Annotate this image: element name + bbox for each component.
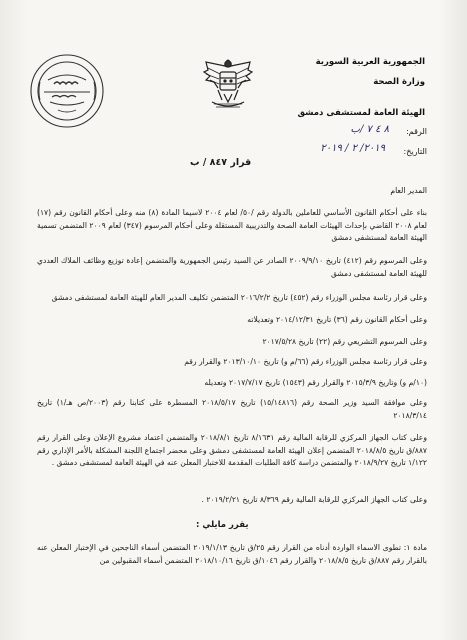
paragraph-2: وعلى المرسوم رقم (٤١٢) تاريخ ٢٠٠٩/٩/١٠ الصادر عن السيد رئيس الجمهورية والمتضمن إعادة توزيع وظائف الملاك العددي للهيئة العامة لمستشفى دمشق [37, 256, 427, 278]
decides-heading: يقرر مايلي : [196, 520, 249, 530]
article-1: مادة ١: تطوى الاسماء الواردة أدناه من القرار رقم ٢٥/ق تاريخ ٢٠١٩/١/١٣ المتضمن أسماء الناجحين في الإختبار المعلن عنه بالقرار رقم ٨٨٧/ق تاريخ ٢٠١٨/٨/٥ والقرار رقم ١٠٤٦/ق تاريخ ٢٠١٨/١٠/١٦ المتضمن أسماء المقبولين من [37, 543, 428, 565]
number-value: ٨ ٤ ٧ /ب [350, 124, 389, 135]
decree-title: قرار ٨٤٧ / ب [190, 157, 252, 168]
header-ministry: وزارة الصحة [373, 77, 425, 87]
addressee: المدير العام [390, 186, 427, 195]
paragraph-1: بناء على أحكام القانون الأساسي للعاملين بالدولة رقم /٥٠/ لعام ٢٠٠٤ لاسيما المادة (٨) منه وعلى أحكام القانون رقم (١٧) لعام ٢٠٠٨ القاضي بإحداث الهيئات العامة الصحة والتدريبية المستقلة وعلى أحكام المرسوم (٣٤٧) لعام ٢٠٠٩ المتضمن تسمية الهيئة العامة لمستشفى دمشق [37, 208, 427, 243]
paragraph-6: وعلى قرار رئاسة مجلس الوزراء رقم (٦٦/م و) تاريخ ٢٠١٣/١٠/١٠ والقرار رقم [184, 357, 427, 366]
paragraph-3: وعلى قرار رئاسة مجلس الوزراء رقم (٤٥٢) تاريخ ٢٠١٦/٢/٢ المتضمن تكليف المدير العام للهيئة العامة لمستشفى دمشق [51, 293, 427, 302]
official-stamp-icon [28, 52, 106, 130]
header-authority: الهيئة العامة لمستشفى دمشق [297, 108, 425, 118]
paragraph-9: وعلى كتاب الجهاز المركزي للرقابة المالية رقم ٨/١٦٣١ تاريخ ٢٠١٨/٨/١ والمتضمن اعتماد مشروع الإعلان وعلى القرار رقم ٨٨٧/ق تاريخ ٢٠١٨/٨/٥ المتضمن إعلان الهيئة العامة لمستشفى دمشق وعلى محضر اجتماع اللجنة المشكلة بالأمر الإداري رقم ١/١٢٢ تاريخ ٢٠١٨/٩/٢٧ والمتضمن دراسة كافة الطلبات المقدمة للاختبار المعلن عنه في الهيئة العامة لمستشفى دمشق . [37, 433, 427, 468]
header-republic: الجمهورية العربية السورية [315, 57, 425, 67]
paragraph-7: (١٠/م و) وتاريخ ٢٠١٥/٣/٩ والقرار رقم (١٥٤٣) تاريخ ٢٠١٧/٧/١٧ وتعديله [204, 378, 427, 387]
date-value: ٢٠١٩/ ٢ / ٢٠١٩ [320, 143, 385, 154]
eagle-emblem-icon [202, 54, 254, 112]
paragraph-4: وعلى أحكام القانون رقم (٣٦) تاريخ ٢٠١٤/١٢/٣١ وتعديلاته [247, 315, 427, 324]
paragraph-10: وعلى كتاب الجهاز المركزي للرقابة المالية رقم ٨/٣٦٩ تاريخ ٢٠١٩/٢/٢١ . [201, 495, 427, 504]
paragraph-5: وعلى المرسوم التشريعي رقم (٢٢) تاريخ ٢٠١٧/٥/٢٨ [262, 337, 427, 346]
paragraph-8: وعلى موافقة السيد وزير الصحة رقم (١٥/١٤٨١٦) تاريخ ٢٠١٨/٥/١٧ المسطرة على كتابنا رقم (٢٠٠٣/ص هـ/١) تاريخ ٢٠١٨/٣/١٤ [37, 398, 427, 420]
number-label: الرقم: [406, 127, 427, 136]
date-label: التاريخ: [403, 147, 427, 156]
